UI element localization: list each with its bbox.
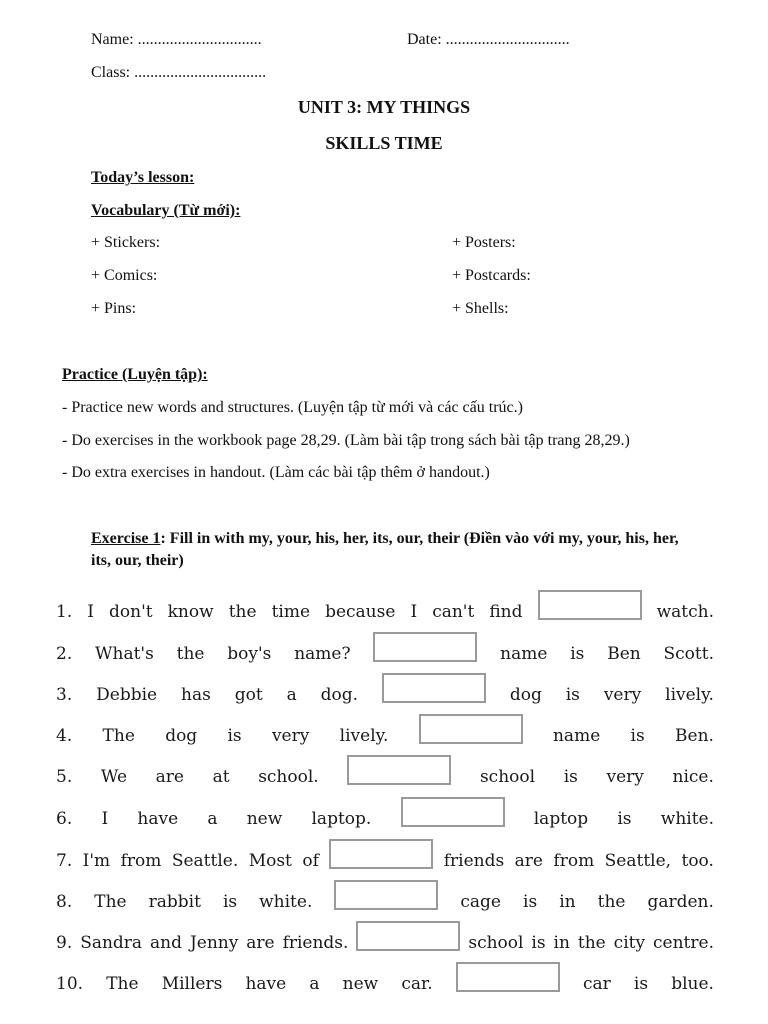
exercise-label: Exercise 1 — [91, 530, 161, 547]
sentence-word: the — [597, 892, 626, 912]
sentence-number: 9. — [56, 933, 73, 953]
sentence-number: 2. — [56, 644, 73, 664]
practice-item: - Do exercises in the workbook page 28,29. (Làm bài tập trong sách bài tập trang 28,29.) — [62, 432, 630, 449]
sentence-word: from — [553, 851, 595, 871]
sentence-word: cage — [460, 892, 501, 912]
answer-blank[interactable] — [382, 673, 486, 703]
exercise-instruction-text: : Fill in with my, your, his, her, its, our, their (Điền vào với my, your, his, her, its, our, their) — [91, 530, 679, 569]
sentence-word: What's — [95, 644, 154, 664]
sentence-number: 10. — [56, 974, 84, 994]
sentence-word: Seattle. — [171, 851, 239, 871]
vocab-item-comics: + Comics: — [91, 267, 158, 284]
sentence-number: 4. — [56, 726, 73, 746]
sentence-word: is — [633, 974, 649, 994]
sentence-word: Scott. — [663, 644, 714, 664]
exercise-sentence-8 — [56, 886, 714, 912]
sentence-word: Sandra — [80, 933, 143, 953]
sentence-number: 7. — [56, 851, 73, 871]
answer-blank[interactable] — [356, 921, 460, 951]
sentence-word: laptop — [533, 809, 589, 829]
sentence-word: lively. — [339, 726, 389, 746]
vocab-item-shells: + Shells: — [452, 300, 509, 317]
sentence-word: I — [101, 809, 109, 829]
vocab-item-posters: + Posters: — [452, 234, 516, 251]
sentence-word: is — [617, 809, 632, 829]
exercise-sentence-1 — [56, 596, 714, 622]
exercise-instruction — [91, 528, 691, 572]
exercise-sentence-9 — [56, 927, 714, 953]
sentence-word: has — [181, 685, 211, 705]
sentence-word: got — [234, 685, 263, 705]
sentence-word: nice. — [672, 767, 714, 787]
sentence-word: Ben — [607, 644, 641, 664]
sentence-word: friends. — [282, 933, 349, 953]
todays-lesson-heading: Today’s lesson: — [91, 169, 195, 186]
sentence-word: the — [577, 933, 606, 953]
sentence-word: Ben. — [675, 726, 714, 746]
sentence-word: lively. — [665, 685, 714, 705]
vocabulary-heading: Vocabulary (Từ mới): — [91, 202, 241, 219]
sentence-word: is — [565, 685, 580, 705]
exercise-sentence-3 — [56, 679, 714, 705]
sentence-word: white. — [259, 892, 313, 912]
sentence-word: name — [500, 644, 548, 664]
sentence-word: have — [245, 974, 287, 994]
exercise-sentence-7 — [56, 845, 714, 871]
sentence-word: Most — [248, 851, 292, 871]
sentence-word: are — [246, 933, 275, 953]
practice-item: - Do extra exercises in handout. (Làm các bài tập thêm ở handout.) — [62, 464, 490, 481]
sentence-word: centre. — [653, 933, 714, 953]
sentence-word: name — [552, 726, 601, 746]
sentence-word: in — [559, 892, 576, 912]
sentence-word: the — [228, 602, 257, 622]
sentence-word: garden. — [647, 892, 714, 912]
answer-blank[interactable] — [347, 755, 451, 785]
unit-title: UNIT 3: MY THINGS — [297, 97, 471, 117]
lesson-subtitle: SKILLS TIME — [325, 133, 443, 153]
answer-blank[interactable] — [419, 714, 523, 744]
sentence-word: because — [325, 602, 396, 622]
sentence-word: watch. — [656, 602, 714, 622]
sentence-word: The — [94, 892, 127, 912]
sentence-number: 1. — [56, 602, 73, 622]
exercise-sentence-2 — [56, 638, 714, 664]
sentence-word: find — [489, 602, 523, 622]
answer-blank[interactable] — [334, 880, 438, 910]
answer-blank[interactable] — [538, 590, 642, 620]
sentence-word: Jenny — [189, 933, 239, 953]
vocab-item-stickers: + Stickers: — [91, 234, 161, 251]
sentence-word: the — [176, 644, 205, 664]
exercise-sentence-10 — [56, 968, 714, 994]
sentence-word: boy's — [227, 644, 272, 664]
sentence-word: very — [606, 767, 644, 787]
sentence-word: don't — [109, 602, 153, 622]
sentence-word: is — [563, 767, 578, 787]
sentence-word: are — [514, 851, 543, 871]
sentence-word: is — [227, 726, 242, 746]
sentence-word: are — [155, 767, 184, 787]
sentence-word: too. — [681, 851, 714, 871]
sentence-word: at — [212, 767, 230, 787]
name-field-label: Name: ............................... — [91, 31, 262, 48]
sentence-word: white. — [660, 809, 714, 829]
sentence-word: of — [302, 851, 319, 871]
sentence-number: 8. — [56, 892, 73, 912]
sentence-number: 3. — [56, 685, 73, 705]
sentence-word: The — [106, 974, 139, 994]
sentence-word: car — [582, 974, 611, 994]
sentence-word: school. — [258, 767, 319, 787]
sentence-word: I'm — [82, 851, 111, 871]
sentence-word: city — [613, 933, 646, 953]
sentence-word: car. — [401, 974, 433, 994]
sentence-word: from — [120, 851, 162, 871]
sentence-word: a — [286, 685, 297, 705]
sentence-word: is — [570, 644, 585, 664]
practice-heading: Practice (Luyện tập): — [62, 366, 208, 383]
sentence-word: is — [531, 933, 546, 953]
sentence-word: have — [137, 809, 179, 829]
vocab-item-postcards: + Postcards: — [452, 267, 531, 284]
sentence-word: very — [603, 685, 642, 705]
sentence-word: school — [479, 767, 536, 787]
sentence-word: can't — [432, 602, 475, 622]
sentence-word: rabbit — [148, 892, 201, 912]
sentence-word: We — [100, 767, 128, 787]
sentence-word: Seattle, — [604, 851, 672, 871]
exercise-sentence-6 — [56, 803, 714, 829]
date-field-label: Date: ............................... — [407, 31, 570, 48]
sentence-word: I — [87, 602, 94, 622]
sentence-word: Millers — [161, 974, 223, 994]
sentence-word: is — [222, 892, 238, 912]
sentence-word: Debbie — [96, 685, 158, 705]
class-field-label: Class: ................................. — [91, 64, 267, 81]
sentence-word: laptop. — [311, 809, 372, 829]
vocab-item-pins: + Pins: — [91, 300, 137, 317]
answer-blank[interactable] — [373, 632, 477, 662]
sentence-word: new — [342, 974, 379, 994]
sentence-word: very — [271, 726, 310, 746]
sentence-word: friends — [443, 851, 505, 871]
sentence-word: and — [150, 933, 182, 953]
sentence-word: new — [246, 809, 283, 829]
answer-blank[interactable] — [329, 839, 433, 869]
sentence-word: blue. — [671, 974, 714, 994]
sentence-word: a — [309, 974, 320, 994]
sentence-word: is — [523, 892, 538, 912]
sentence-word: The — [102, 726, 135, 746]
sentence-number: 5. — [56, 767, 73, 787]
exercise-sentence-4 — [56, 720, 714, 746]
sentence-word: know — [167, 602, 214, 622]
practice-item: - Practice new words and structures. (Luyện tập từ mới và các cấu trúc.) — [62, 399, 523, 416]
sentence-word: in — [553, 933, 570, 953]
sentence-word: dog — [165, 726, 198, 746]
sentence-word: dog — [509, 685, 542, 705]
sentence-word: I — [410, 602, 418, 622]
sentence-number: 6. — [56, 809, 73, 829]
sentence-word: a — [207, 809, 218, 829]
sentence-word: name? — [294, 644, 351, 664]
exercise-sentence-5 — [56, 761, 714, 787]
answer-blank[interactable] — [401, 797, 505, 827]
sentence-word: school — [468, 933, 524, 953]
sentence-word: time — [271, 602, 311, 622]
sentence-word: dog. — [320, 685, 359, 705]
sentence-word: is — [630, 726, 645, 746]
answer-blank[interactable] — [456, 962, 560, 992]
